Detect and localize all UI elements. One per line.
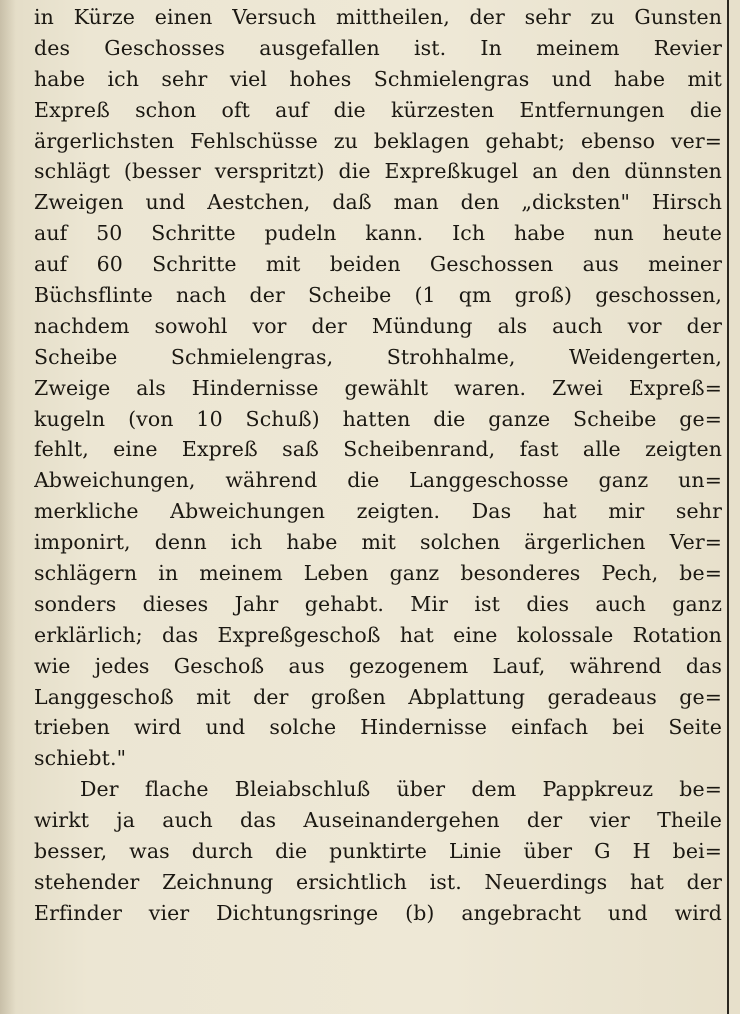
text-line: Zweigen und Aestchen, daß man den „dicksten" Hirsch [34,190,722,215]
text-line: auf 50 Schritte pudeln kann. Ich habe nun heute [34,221,722,246]
text-line: Erfinder vier Dichtungsringe (b) angebracht und wird [34,900,722,925]
text-line: Langgeschoß mit der großen Abplattung geradeaus ge= [34,684,722,709]
text-line: trieben wird und solche Hindernisse einfach bei Seite [34,715,722,740]
text-line: fehlt, eine Expreß saß Scheibenrand, fast alle zeigten [34,437,722,462]
paragraph-start-line: Der flache Bleiabschluß über dem Pappkreuz be= [80,777,722,802]
text-line: imponirt, denn ich habe mit solchen ärgerlichen Ver= [34,530,722,555]
text-line: ärgerlichsten Fehlschüsse zu beklagen gehabt; ebenso ver= [34,128,722,153]
text-line: besser, was durch die punktirte Linie über G H bei= [34,839,722,864]
text-line: erklärlich; das Expreßgeschoß hat eine kolossale Rotation [34,622,722,647]
text-line: Scheibe Schmielengras, Strohhalme, Weidengerten, [34,344,722,369]
text-line: sonders dieses Jahr gehabt. Mir ist dies auch ganz [34,591,722,616]
text-line: Zweige als Hindernisse gewählt waren. Zwei Expreß= [34,375,722,400]
text-line: schlägt (besser verspritzt) die Expreßkugel an den dünnsten [34,159,722,184]
text-line: Büchsflinte nach der Scheibe (1 qm groß) geschossen, [34,283,722,308]
text-line: merkliche Abweichungen zeigten. Das hat mir sehr [34,499,722,524]
article-text [34,2,722,929]
text-line: nachdem sowohl vor der Mündung als auch vor der [34,313,722,338]
text-line: habe ich sehr viel hohes Schmielengras und habe mit [34,66,722,91]
page-edge-shadow [0,0,16,1014]
text-line: wie jedes Geschoß aus gezogenem Lauf, während das [34,653,722,678]
paragraph-end-line: schiebt." [34,746,127,771]
text-line: Expreß schon oft auf die kürzesten Entfernungen die [34,97,722,122]
text-line: des Geschosses ausgefallen ist. In meinem Revier [34,35,722,60]
text-line: wirkt ja auch das Auseinandergehen der vier Theile [34,808,722,833]
text-line: Abweichungen, während die Langgeschosse ganz un= [34,468,722,493]
text-line: kugeln (von 10 Schuß) hatten die ganze Scheibe ge= [34,406,722,431]
text-line: auf 60 Schritte mit beiden Geschossen aus meiner [34,252,722,277]
text-line: schlägern in meinem Leben ganz besonderes Pech, be= [34,561,722,586]
column-rule [727,0,729,1014]
text-line: in Kürze einen Versuch mittheilen, der sehr zu Gunsten [34,5,722,29]
text-line: stehender Zeichnung ersichtlich ist. Neuerdings hat der [34,869,722,894]
